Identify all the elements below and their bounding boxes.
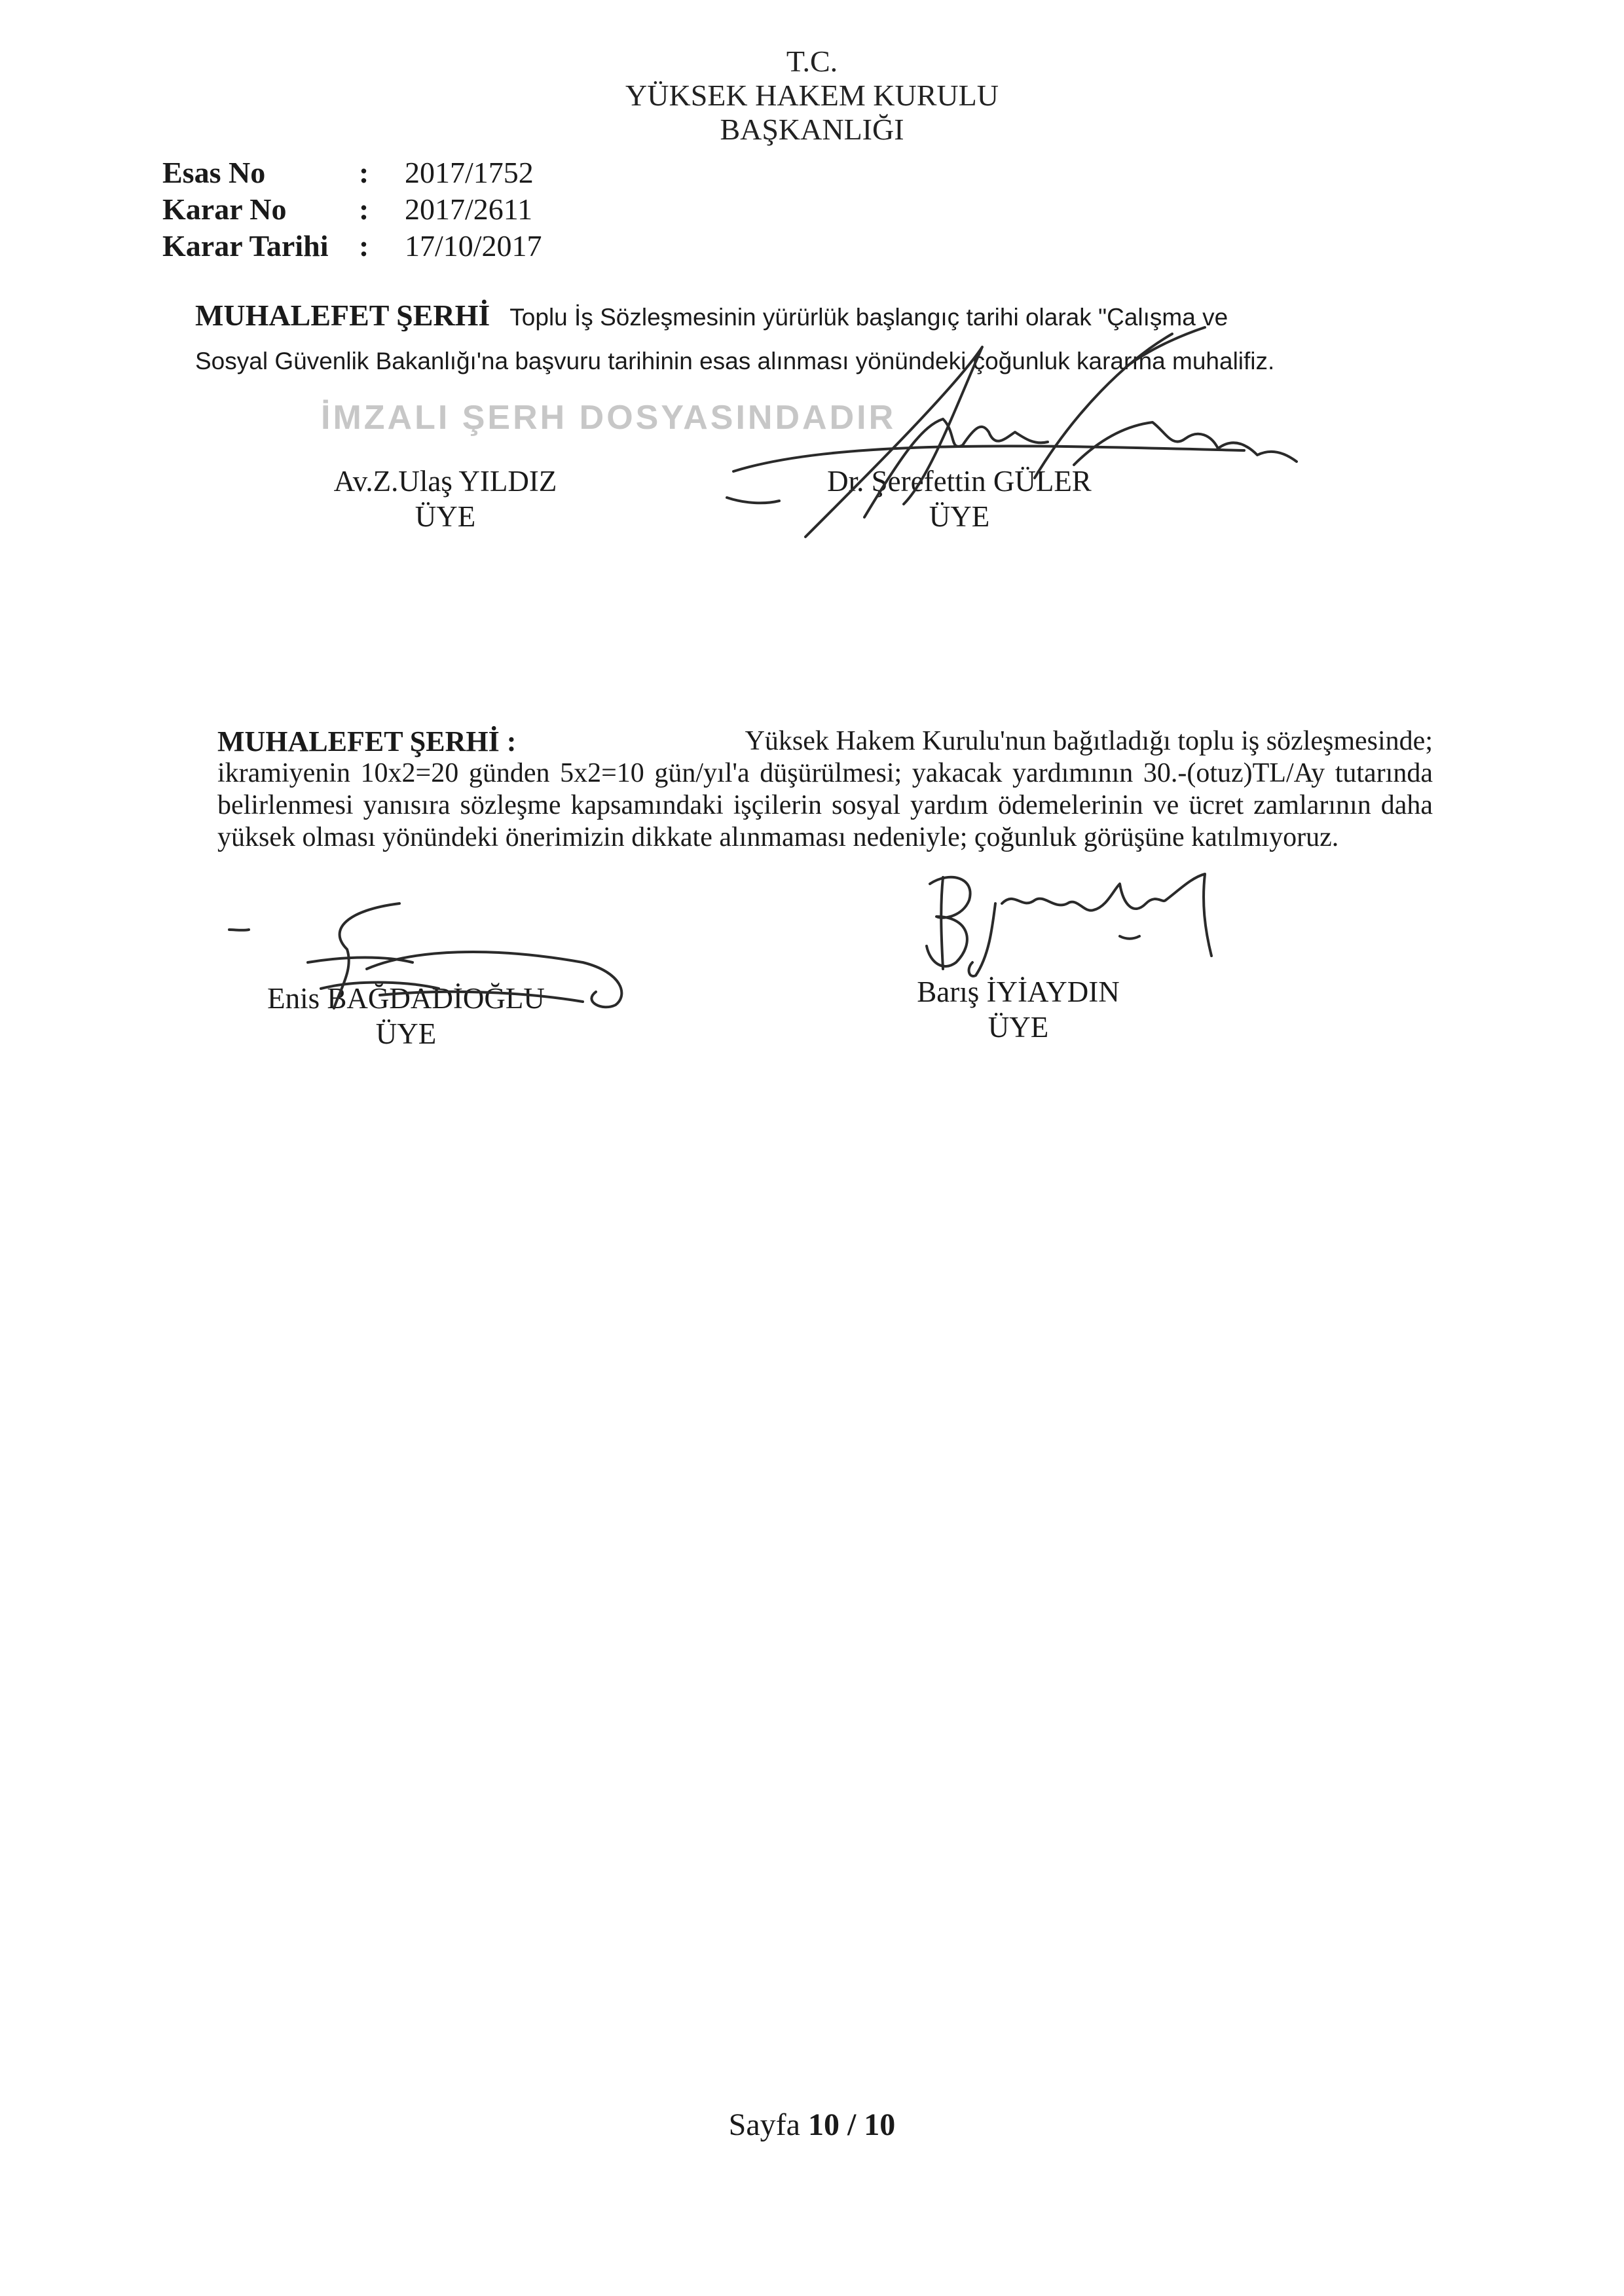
signatory-bagdadioglu-role: ÜYE (375, 1017, 437, 1050)
signatory-bagdadioglu-name: Enis BAĞDADİOĞLU (267, 982, 545, 1015)
signatory-guler-name: Dr. Şerefettin GÜLER (827, 465, 1092, 498)
header-department: BAŞKANLIĞI (720, 113, 904, 146)
dissent1-text-line1: Toplu İş Sözleşmesinin yürürlük başlangıç tarihi olarak "Çalışma ve (509, 304, 1228, 331)
karar-label: Karar No (162, 192, 287, 226)
page-footer (0, 2107, 1624, 2143)
guler-signature-graphic (707, 308, 1336, 556)
bagdadioglu-signature-graphic (216, 890, 661, 1048)
esas-colon: : (359, 156, 369, 189)
signatory-yildiz-name: Av.Z.Ulaş YILDIZ (333, 465, 557, 498)
dissent2-first-row (217, 725, 1433, 757)
dissent1-text-line2: Sosyal Güvenlik Bakanlığı'na başvuru tarihinin esas alınması yönündeki çoğunluk kararına muhalifiz. (195, 348, 1275, 374)
esas-label: Esas No (162, 156, 266, 189)
signatory-yildiz-role: ÜYE (415, 500, 476, 533)
header-tc: T.C. (786, 45, 838, 78)
footer-page-number: 10 / 10 (807, 2107, 896, 2142)
karar-value: 2017/2611 (405, 192, 533, 226)
dissent2-text-body: ikramiyenin 10x2=20 günden 5x2=10 gün/yıl'a düşürülmesi; yakacak yardımının 30.-(otuz)TL/Ay tutarında belirlenmesi yanısıra sözleşme kapsamındaki işçilerin sosyal yardım ödemelerinin ve ücret zamlarının daha yüksek olması yönündeki önerimizin dikkate alınmaması nedeniyle; çoğunluk görüşüne katılmıyoruz. (217, 758, 1433, 852)
dissent2-text-first-line: Yüksek Hakem Kurulu'nun bağıtladığı toplu iş sözleşmesinde; (745, 726, 1433, 756)
dissent1-title: MUHALEFET ŞERHİ (195, 299, 490, 332)
karar-tarihi-label: Karar Tarihi (162, 229, 329, 263)
dissent2-title: MUHALEFET ŞERHİ : (217, 725, 517, 757)
iyiaydin-signature-graphic (904, 864, 1244, 982)
footer-prefix: Sayfa (728, 2107, 800, 2142)
signed-dissent-stamp: İMZALI ŞERH DOSYASINDADIR (321, 399, 896, 437)
karar-tarihi-value: 17/10/2017 (405, 229, 542, 263)
signatory-iyiaydin-name: Barış İYİAYDIN (917, 975, 1120, 1008)
signatory-guler-role: ÜYE (929, 500, 990, 533)
signatory-iyiaydin-role: ÜYE (987, 1011, 1049, 1044)
case-info-karar (162, 191, 532, 228)
karar-tarihi-colon: : (359, 229, 369, 263)
esas-value: 2017/1752 (405, 156, 534, 189)
header-institution: YÜKSEK HAKEM KURULU (625, 79, 999, 112)
case-info-esas (162, 155, 534, 191)
karar-colon: : (359, 192, 369, 226)
case-info-karar-tarihi (162, 228, 542, 264)
dissent2-paragraph (217, 725, 1433, 854)
